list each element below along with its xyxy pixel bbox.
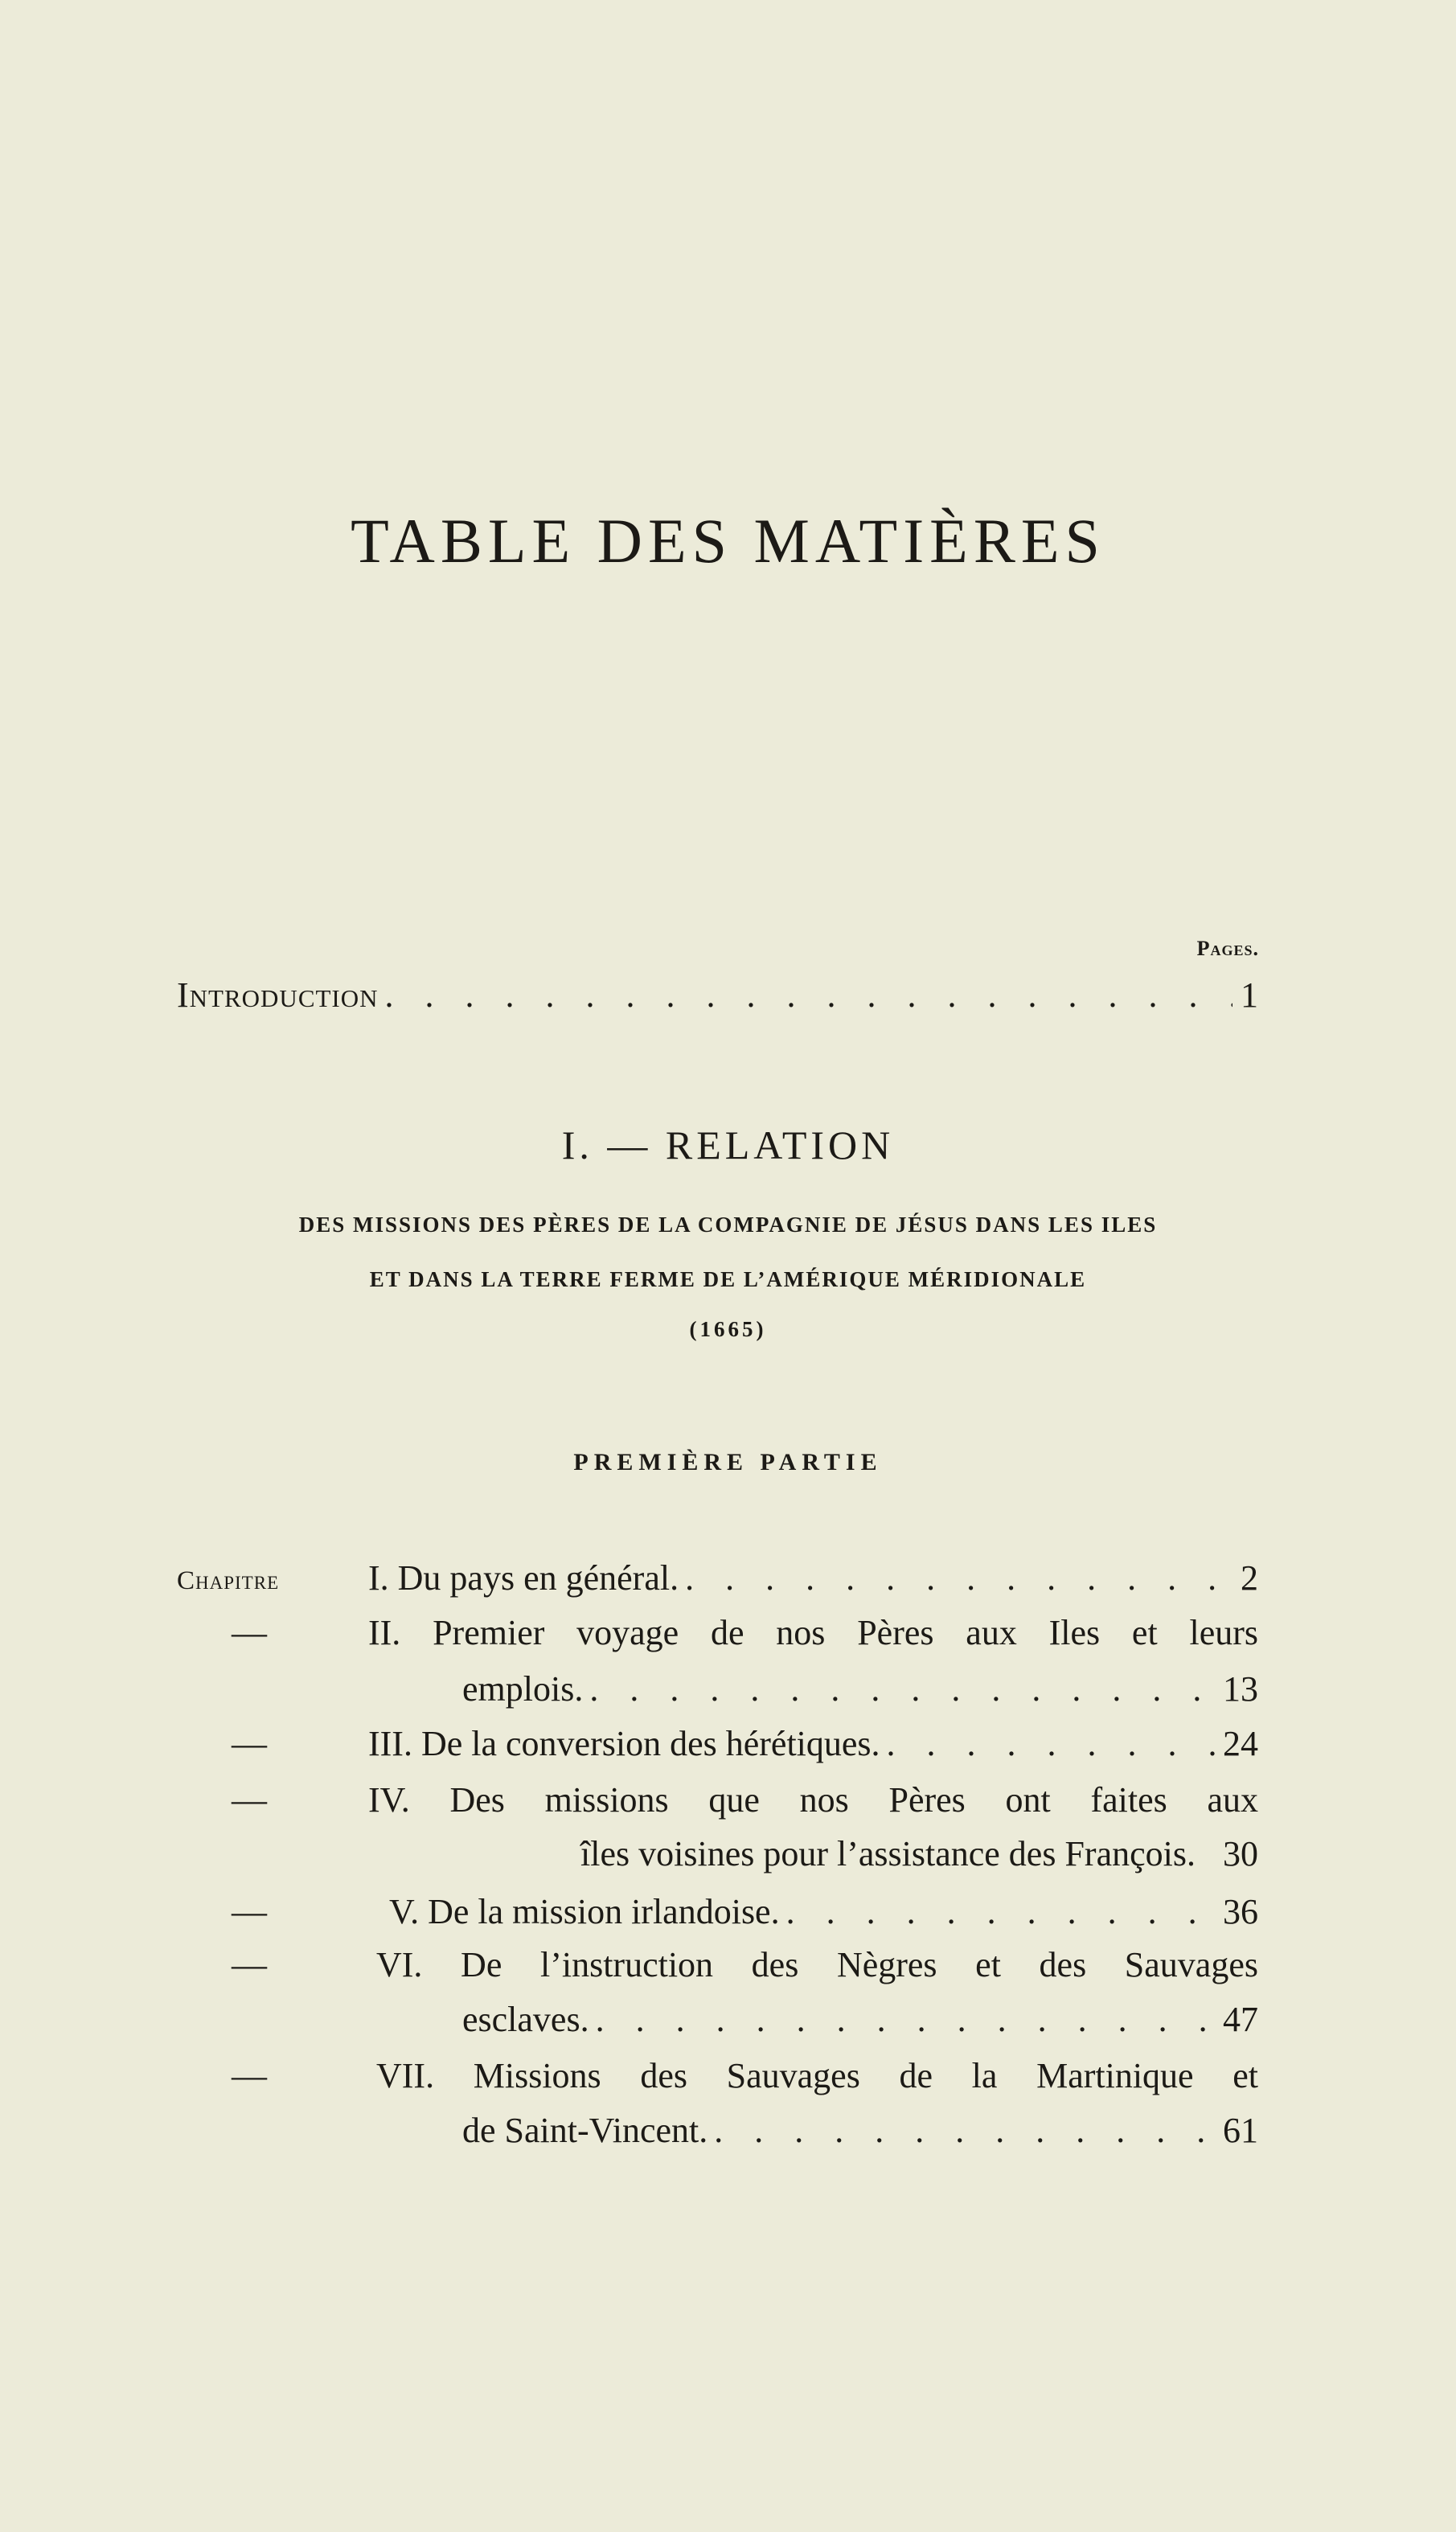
dot-leader xyxy=(583,1668,1215,1709)
toc-entry-chapter-4-continuation xyxy=(462,1833,1258,1874)
toc-entry-chapter-7 xyxy=(368,2055,1258,2096)
page-title: TABLE DES MATIÈRES xyxy=(351,506,1105,576)
toc-entry-introduction xyxy=(177,975,1258,1016)
dot-leader xyxy=(589,1999,1215,2040)
toc-page-number: 47 xyxy=(1223,2000,1258,2039)
dot-leader xyxy=(379,975,1232,1016)
toc-entry-label: IV. Des missions que nos Pères ont faites aux xyxy=(368,1780,1258,1820)
toc-entry-chapter-2 xyxy=(368,1612,1258,1653)
chapter-label: Chapitre xyxy=(177,1566,280,1595)
toc-entry-label: II. Premier voyage de nos Pères aux Iles et leurs xyxy=(368,1613,1258,1652)
toc-entry-label: VII. Missions des Sauvages de la Martinique et xyxy=(376,2056,1258,2095)
toc-page-number: 36 xyxy=(1223,1892,1258,1931)
ditto-dash: — xyxy=(232,1613,267,1652)
section-title: I. — RELATION xyxy=(561,1122,895,1168)
pages-column-label: Pages. xyxy=(1196,937,1259,960)
part-title: PREMIÈRE PARTIE xyxy=(573,1449,883,1475)
toc-entry-chapter-1 xyxy=(368,1557,1258,1598)
toc-page-number: 2 xyxy=(1241,1558,1258,1598)
toc-entry-label: III. De la conversion des hérétiques. xyxy=(368,1724,880,1763)
toc-entry-chapter-6-continuation xyxy=(462,1999,1258,2040)
toc-entry-chapter-5 xyxy=(368,1891,1258,1932)
toc-entry-continuation: îles voisines pour l’assistance des François. xyxy=(580,1834,1196,1873)
ditto-dash: — xyxy=(232,1892,267,1931)
toc-entry-label: V. De la mission irlandoise. xyxy=(389,1892,780,1931)
toc-page-number: 30 xyxy=(1223,1834,1258,1873)
toc-page-number: 61 xyxy=(1223,2111,1258,2150)
toc-entry-chapter-4 xyxy=(368,1779,1258,1820)
ditto-dash: — xyxy=(232,1945,267,1984)
toc-entry-continuation: emplois. xyxy=(462,1669,584,1709)
toc-entry-label: VI. De l’instruction des Nègres et des Sauvages xyxy=(376,1945,1258,1984)
ditto-dash: — xyxy=(232,1724,267,1763)
toc-entry-label: I. Du pays en général. xyxy=(368,1558,679,1598)
toc-page-number: 24 xyxy=(1223,1724,1258,1763)
toc-entry-continuation: de Saint-Vincent. xyxy=(462,2111,708,2150)
toc-entry-chapter-7-continuation xyxy=(462,2110,1258,2151)
dot-leader xyxy=(707,2110,1215,2151)
dot-leader xyxy=(679,1557,1232,1598)
dot-leader xyxy=(780,1891,1215,1932)
toc-entry-chapter-6 xyxy=(368,1944,1258,1985)
toc-entry-chapter-2-continuation xyxy=(462,1668,1258,1709)
dot-leader xyxy=(880,1723,1215,1764)
toc-page-number: 1 xyxy=(1241,975,1258,1015)
section-year: (1665) xyxy=(689,1317,767,1341)
ditto-dash: — xyxy=(232,1780,267,1820)
toc-page-number: 13 xyxy=(1223,1669,1258,1709)
toc-entry-label: Introduction xyxy=(177,975,379,1015)
section-subtitle-line2: ET DANS LA TERRE FERME DE L’AMÉRIQUE MÉRIDIONALE xyxy=(369,1267,1087,1291)
toc-entry-chapter-3 xyxy=(368,1723,1258,1764)
section-subtitle-line1: DES MISSIONS DES PÈRES DE LA COMPAGNIE DE JÉSUS DANS LES ILES xyxy=(298,1213,1158,1237)
ditto-dash: — xyxy=(232,2056,267,2095)
toc-entry-continuation: esclaves. xyxy=(462,2000,589,2039)
